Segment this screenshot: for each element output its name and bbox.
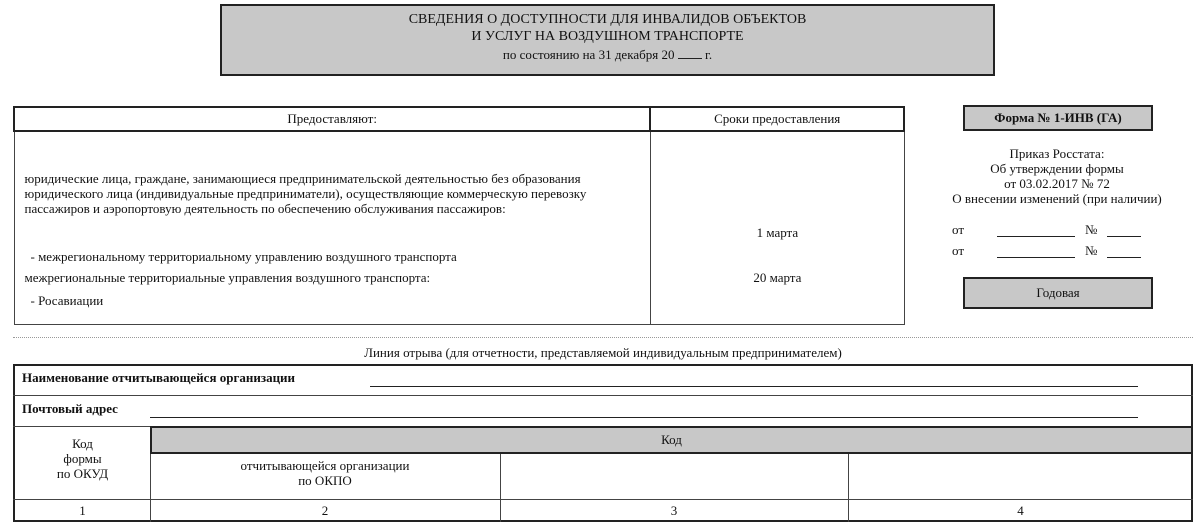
column-number-3: 3 (670, 503, 678, 518)
deadline-march-1: 1 марта (756, 225, 799, 240)
title-line-2: И УСЛУГ НА ВОЗДУШНОМ ТРАНСПОРТЕ (471, 29, 744, 44)
form-title-box (220, 4, 995, 76)
org-name-field[interactable] (370, 386, 1138, 387)
deadlines-header: Сроки предоставления (650, 107, 904, 131)
deadline-march-20: 20 марта (753, 270, 802, 285)
okud-header: Код формы по ОКУД (56, 436, 109, 481)
form-number-box: Форма № 1-ИНВ (ГА) (963, 105, 1153, 131)
title-date (222, 45, 993, 65)
order-line-1: Приказ Росстата: (1009, 146, 1105, 161)
postal-address-label: Почтовый адрес (22, 401, 118, 416)
from-label: от (952, 243, 965, 258)
number-label: № (1085, 243, 1098, 258)
cut-dotted-line (13, 337, 1193, 338)
providers-recipient-mtu: - межрегиональному территориальному управлению воздушного транспорта (30, 249, 457, 264)
amendment-row-2 (952, 243, 1182, 261)
from-label: от (952, 222, 965, 237)
title-line-1: СВЕДЕНИЯ О ДОСТУПНОСТИ ДЛЯ ИНВАЛИДОВ ОБЪЕКТОВ (408, 12, 807, 27)
number-label: № (1085, 222, 1098, 237)
providers-header: Предоставляют: (14, 107, 650, 131)
year-blank-field[interactable] (678, 46, 702, 59)
period-box: Годовая (963, 277, 1153, 309)
divider (13, 395, 1193, 396)
title-date-suffix: г. (704, 47, 713, 62)
deadlines-cell (650, 131, 904, 325)
okpo-header: отчитывающейся организации по ОКПО (240, 458, 410, 488)
column-number-2: 2 (321, 503, 329, 518)
providers-table (13, 106, 905, 325)
order-line-2: Об утверждении формы (990, 161, 1124, 176)
rosstat-order (918, 146, 1196, 206)
cut-line-caption: Линия отрыва (для отчетности, представляемой индивидуальным предпринимателем) (364, 345, 842, 360)
amendment-date-field-1[interactable] (997, 236, 1075, 237)
providers-legal-entities-text: юридические лица, граждане, занимающиеся предпринимательской деятельностью без образования юридического лица (индивидуальные предприниматели), осуществляющие коммерческую перевозку пассажиров и аэропортовую деятельность по обеспечению обслуживания пассажиров: (24, 171, 587, 216)
amendment-row-1 (952, 222, 1182, 240)
divider (13, 499, 1193, 500)
code-header: Код (150, 426, 1193, 454)
postal-address-field[interactable] (150, 417, 1138, 418)
org-name-label: Наименование отчитывающейся организации (22, 370, 296, 385)
providers-recipient-rosaviatsia: - Росавиации (30, 293, 104, 308)
order-line-4: О внесении изменений (при наличии) (952, 191, 1162, 206)
providers-cell (14, 131, 650, 325)
amendment-number-field-2[interactable] (1107, 257, 1141, 258)
column-number-1: 1 (79, 503, 86, 518)
amendment-number-field-1[interactable] (1107, 236, 1141, 237)
title-date-prefix: по состоянию на 31 декабря 20 (502, 47, 675, 62)
providers-mtu-text: межрегиональные территориальные управления воздушного транспорта: (24, 270, 431, 285)
amendment-date-field-2[interactable] (997, 257, 1075, 258)
order-line-3: от 03.02.2017 № 72 (1004, 176, 1110, 191)
column-number-4: 4 (1017, 503, 1024, 518)
